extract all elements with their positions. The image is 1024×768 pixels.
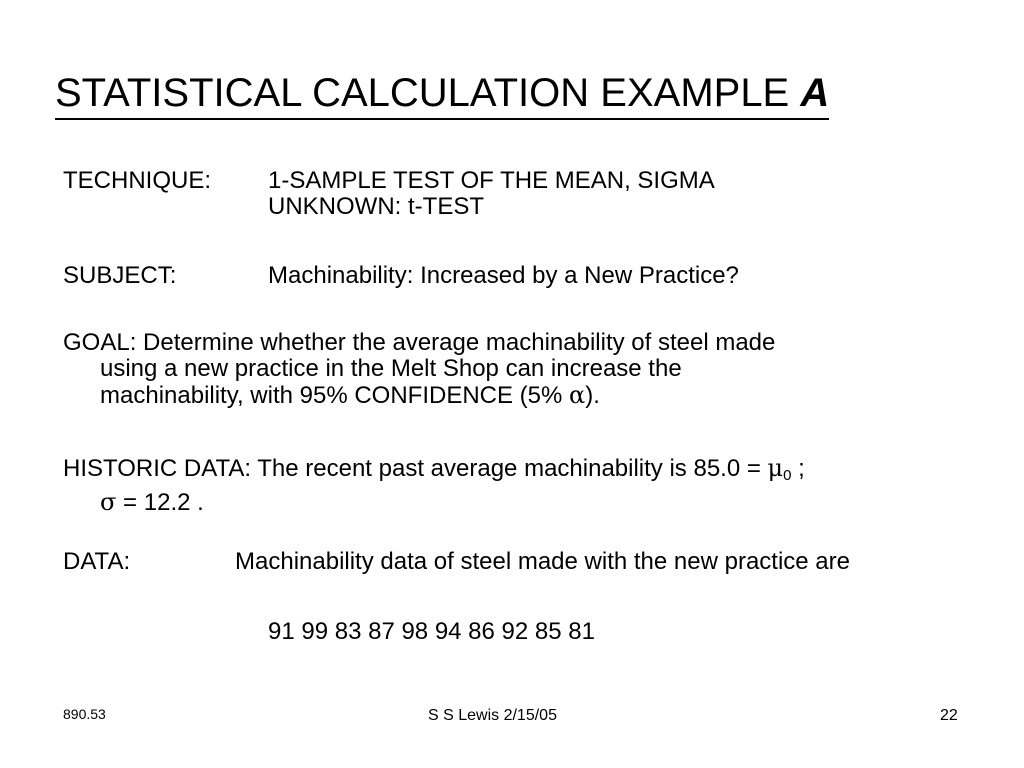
alpha-symbol: α	[569, 381, 586, 409]
goal-block	[63, 330, 775, 409]
data-values: 91 99 83 87 98 94 86 92 85 81	[268, 618, 595, 645]
mu-symbol: μ	[767, 454, 784, 482]
technique-line1: 1-SAMPLE TEST OF THE MEAN, SIGMA	[268, 167, 715, 194]
goal-line3-text: machinability, with 95% CONFIDENCE (5%	[100, 382, 570, 409]
technique-line2: UNKNOWN: t-TEST	[268, 193, 484, 220]
mu-subscript: 0	[783, 467, 792, 484]
historic-line1	[63, 455, 805, 489]
footer-page-number: 22	[940, 707, 958, 724]
slide-title	[55, 68, 829, 120]
historic-line1-end: ;	[791, 455, 805, 482]
goal-line2: using a new practice in the Melt Shop can increase the	[100, 355, 682, 382]
footer-course: 890.53	[63, 706, 106, 722]
goal-line3	[63, 382, 775, 409]
historic-line1-text: HISTORIC DATA: The recent past average machinability is 85.0 =	[63, 455, 768, 482]
slide-title-main: STATISTICAL CALCULATION EXAMPLE	[55, 71, 790, 115]
data-label: DATA:	[63, 548, 131, 575]
goal-line1: GOAL: Determine whether the average machinability of steel made	[63, 329, 776, 356]
subject-label: SUBJECT:	[63, 262, 177, 289]
historic-block	[63, 455, 805, 516]
footer-author-date: S S Lewis 2/15/05	[428, 707, 557, 724]
data-text: Machinability data of steel made with the new practice are	[235, 548, 850, 575]
sigma-value: = 12.2 .	[116, 489, 204, 516]
technique-label: TECHNIQUE:	[63, 167, 212, 194]
sigma-symbol: σ	[100, 488, 117, 516]
historic-line2	[63, 489, 805, 516]
goal-line3-end: ).	[585, 382, 600, 409]
slide-title-suffix: A	[800, 71, 830, 115]
subject-text: Machinability: Increased by a New Practice?	[268, 262, 739, 289]
